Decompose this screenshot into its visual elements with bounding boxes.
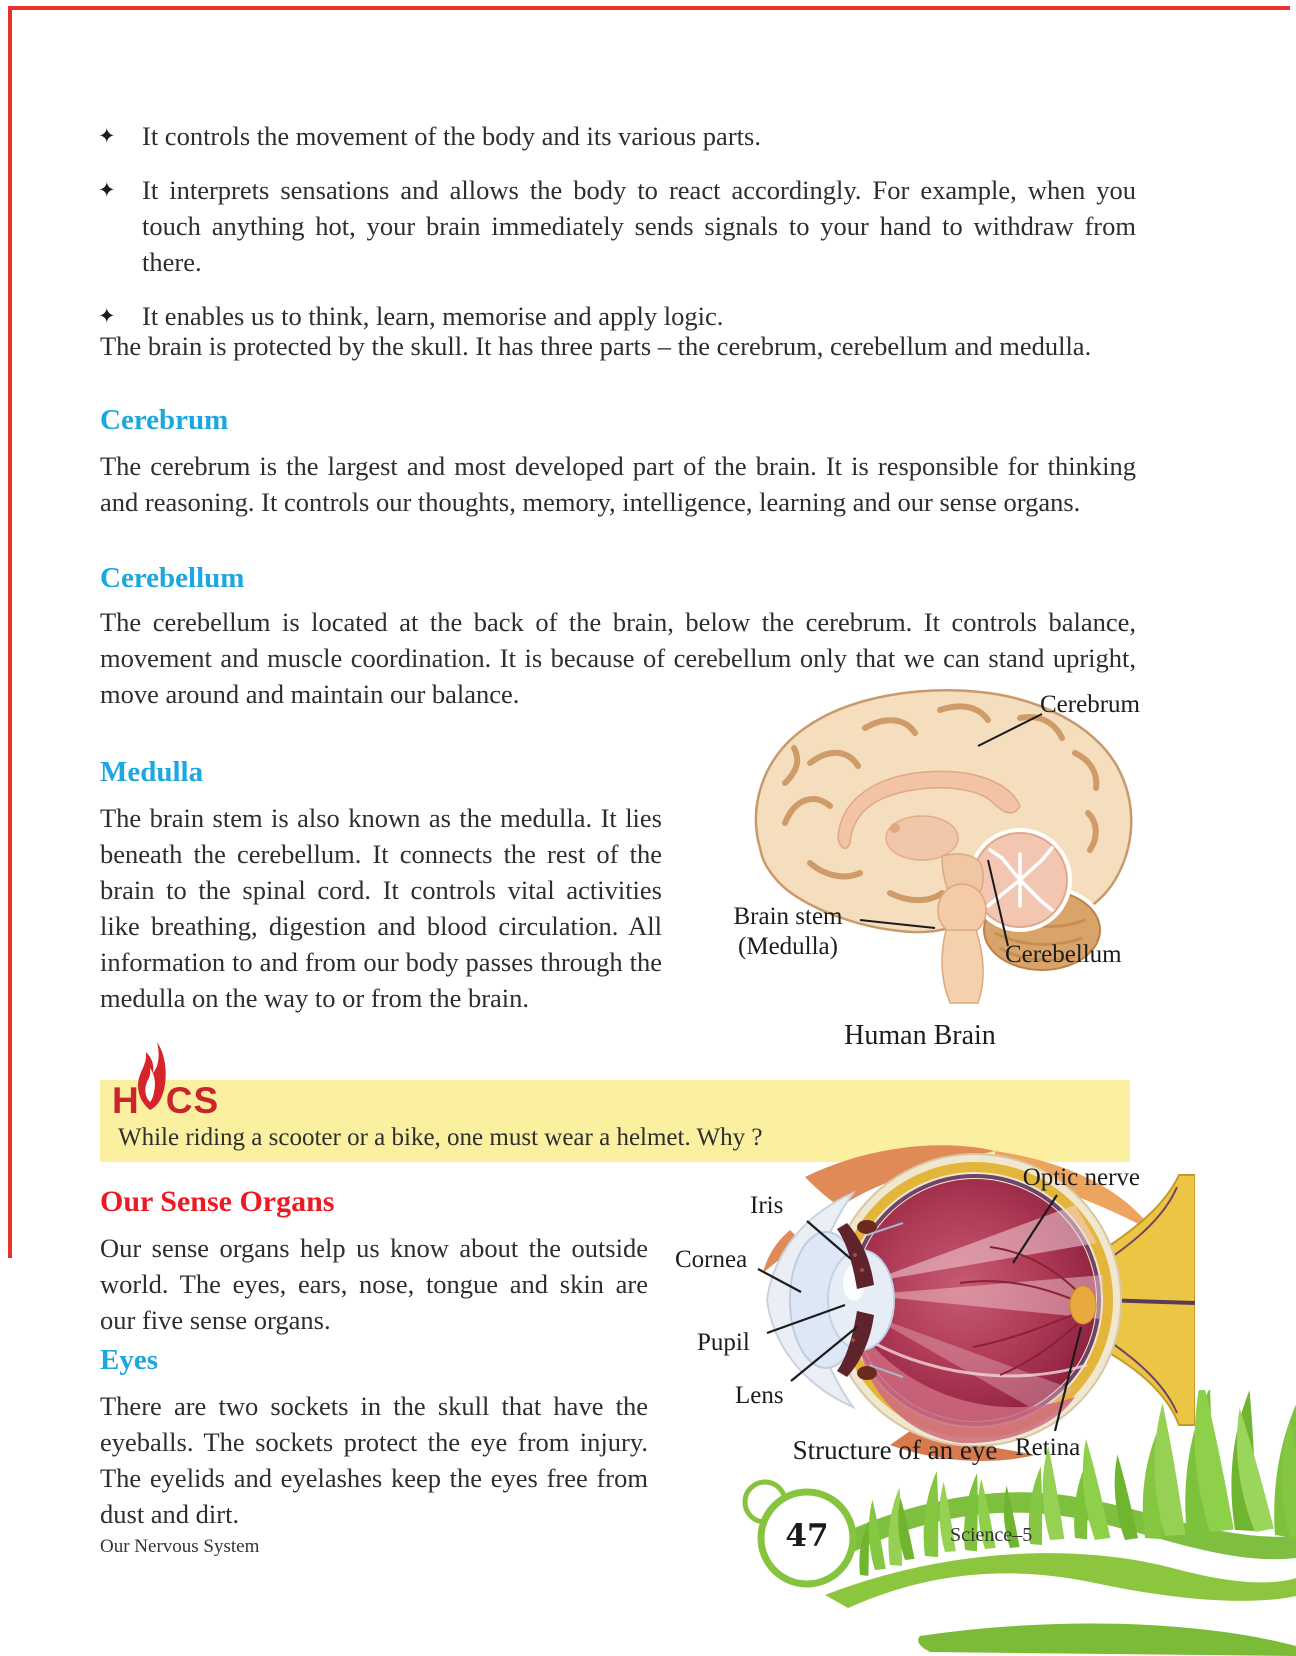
cerebrum-heading: Cerebrum — [100, 404, 229, 436]
flame-icon — [136, 1040, 166, 1112]
intro-paragraph: The brain is protected by the skull. It has three parts – the cerebrum, cerebellum and medulla. — [100, 331, 1092, 361]
left-margin-rule — [8, 6, 12, 1258]
sense-organs-paragraph: Our sense organs help us know about the outside world. The eyes, ears, nose, tongue and skin are our five sense organs. — [100, 1233, 648, 1335]
list-item — [98, 172, 1136, 280]
thalamus-shape — [886, 816, 958, 860]
brain-detail — [890, 823, 900, 833]
brain-stem-label-line2: (Medulla) — [738, 933, 838, 960]
cerebrum-label: Cerebrum — [1040, 691, 1140, 718]
brain-figure-caption: Human Brain — [844, 1020, 996, 1051]
optic-disc — [1070, 1286, 1096, 1324]
cerebellum-heading: Cerebellum — [100, 562, 245, 594]
cerebrum-paragraph: The cerebrum is the largest and most developed part of the brain. It is responsible for thinking and reasoning. It controls our thoughts, memory, intelligence, learning and our sense organs. — [100, 451, 1136, 517]
eyes-paragraph: There are two sockets in the skull that have the eyeballs. The sockets protect the eye from injury. The eyelids and eyelashes keep the eyes free from dust and dirt. — [100, 1391, 648, 1529]
medulla-stem-shape — [942, 930, 983, 1003]
ciliary-muscle — [857, 1366, 877, 1380]
footer-chapter-title: Our Nervous System — [100, 1536, 260, 1557]
hocs-logo-cs: CS — [165, 1080, 220, 1121]
medulla-heading: Medulla — [100, 756, 204, 788]
cornea-label: Cornea — [675, 1246, 748, 1273]
sense-organs-heading: Our Sense Organs — [100, 1185, 335, 1218]
brain-stem-label-line1: Brain stem — [733, 903, 843, 930]
top-margin-rule — [8, 6, 1290, 10]
bullet-text: It interprets sensations and allows the body to react accordingly. For example, when you touch anything hot, your brain immediately sends signals to your hand to withdraw from there. — [142, 175, 1136, 277]
iris-label: Iris — [750, 1192, 784, 1219]
iris-speckle — [860, 1268, 864, 1272]
brain-stem-label — [718, 902, 858, 962]
pupil-label: Pupil — [697, 1329, 750, 1356]
cerebellum-label: Cerebellum — [1005, 941, 1122, 968]
iris-speckle — [853, 1253, 857, 1257]
list-item — [98, 118, 1136, 154]
diamond-bullet-icon: ✦ — [98, 178, 116, 202]
human-brain-figure — [690, 648, 1150, 1068]
retina-label: Retina — [1015, 1434, 1081, 1461]
optic-nerve-label: Optic nerve — [1022, 1164, 1140, 1191]
bullet-text: It enables us to think, learn, memorise and apply logic. — [142, 301, 724, 331]
cerebellum-text: The cerebellum is located at the back of the brain, below the cerebrum. It controls balance, movement and muscle coordination. It is because of cerebellum only that we can stand upright, move around and maintain our balance. — [100, 607, 1136, 709]
hocs-logo-h: H — [112, 1080, 140, 1121]
page-number: 47 — [785, 1518, 829, 1554]
medulla-paragraph: The brain stem is also known as the medulla. It lies beneath the cerebellum. It connects the rest of the brain to the spinal cord. It controls vital activities like breathing, digestion and blood circulation. All information to and from our body passes through the medulla on the way to or from the brain. — [100, 803, 662, 1013]
diamond-bullet-icon: ✦ — [98, 124, 116, 148]
hocs-question-text: While riding a scooter or a bike, one must wear a helmet. Why ? — [118, 1124, 763, 1151]
eyes-heading: Eyes — [100, 1344, 158, 1376]
brain-functions-bullet-list — [98, 118, 1136, 352]
eye-figure-caption: Structure of an eye — [792, 1435, 998, 1465]
book-name: Science–5 — [950, 1524, 1033, 1546]
bullet-text: It controls the movement of the body and its various parts. — [142, 121, 761, 151]
wave-ribbon — [918, 1624, 1296, 1656]
iris-speckle — [851, 1338, 855, 1342]
diamond-bullet-icon: ✦ — [98, 304, 116, 328]
lens-label: Lens — [735, 1382, 784, 1409]
pons-shape — [938, 884, 986, 936]
